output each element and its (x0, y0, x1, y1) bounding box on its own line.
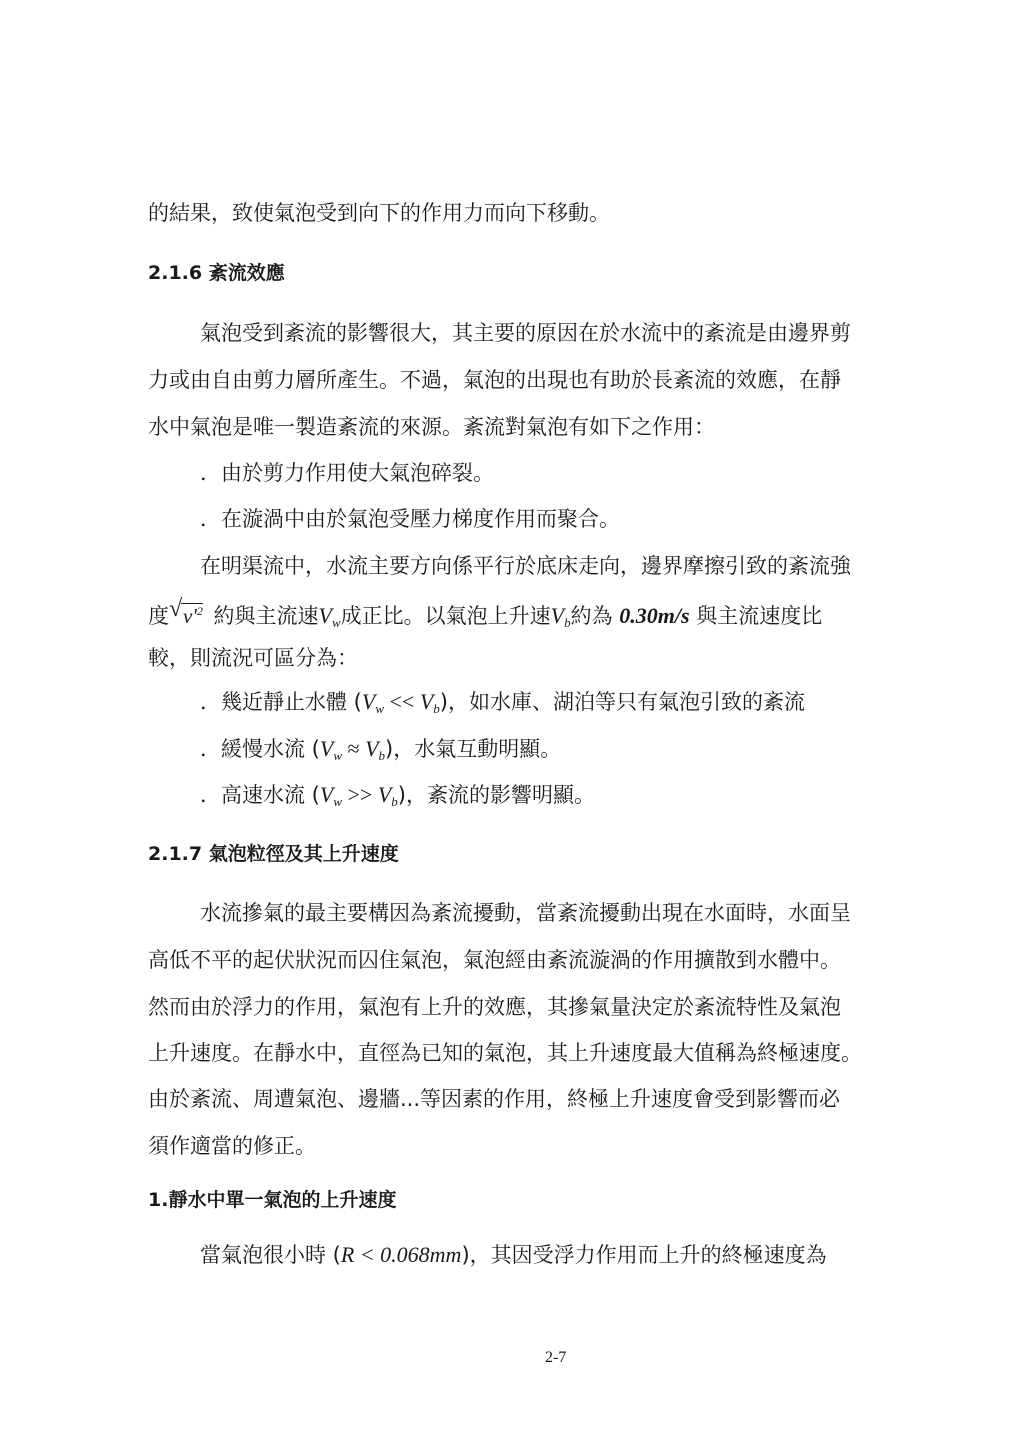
bullet-item (200, 734, 561, 771)
bullet-item (200, 780, 595, 817)
text-fragment: 與主流速度比 (689, 604, 823, 628)
section-heading-2-1-6: 2.1.6 紊流效應 (148, 262, 285, 284)
text-fragment: ．緩慢水流 ( (200, 737, 320, 761)
paragraph-line: 較，則流況可區分為： (148, 646, 358, 670)
sqrt-exponent: 2 (196, 604, 203, 618)
math-operator: << (384, 689, 420, 714)
math-var: V (377, 782, 392, 807)
math-operator: >> (342, 782, 378, 807)
math-subscript: w (331, 615, 341, 630)
section-heading-2-1-7: 2.1.7 氣泡粒徑及其上升速度 (148, 843, 399, 865)
text-fragment: )，其因受浮力作用而上升的終極速度為 (461, 1243, 827, 1267)
text-fragment: 當氣泡很小時 ( (200, 1243, 341, 1267)
text-fragment: 約為 (570, 604, 620, 628)
sqrt-variable: v' (183, 604, 197, 628)
subsection-heading: 1.靜水中單一氣泡的上升速度 (148, 1189, 397, 1211)
paragraph-line-with-math (148, 596, 822, 638)
math-var: V (365, 736, 379, 761)
math-subscript: b (564, 615, 571, 630)
text-fragment: ．幾近靜止水體 ( (200, 690, 362, 714)
text-fragment: 成正比。以氣泡上升速 (340, 604, 551, 628)
math-var: V (319, 736, 334, 761)
math-var: V (550, 603, 565, 628)
text-fragment: 約與主流速 (206, 604, 319, 628)
bullet-item: ．由於剪力作用使大氣泡碎裂。 (200, 461, 494, 485)
paragraph-line: 水流摻氣的最主要構因為紊流擾動，當紊流擾動出現在水面時，水面呈 (200, 901, 851, 925)
paragraph-line: 在明渠流中，水流主要方向係平行於底床走向，邊界摩擦引致的紊流強 (200, 554, 851, 578)
math-expression: R < 0.068mm (340, 1242, 462, 1267)
text-fragment: ．高速水流 ( (200, 783, 320, 807)
math-subscript: w (333, 794, 342, 809)
math-subscript: w (333, 748, 342, 763)
math-var: V (361, 689, 376, 714)
math-subscript: b (378, 748, 386, 763)
paragraph-line-with-math (200, 1240, 827, 1270)
sqrt-expression (169, 596, 203, 631)
bullet-item: ．在漩渦中由於氣泡受壓力梯度作用而聚合。 (200, 507, 620, 531)
paragraph-line: 上升速度。在靜水中，直徑為已知的氣泡，其上升速度最大值稱為終極速度。 (148, 1041, 862, 1065)
paragraph-line: 然而由於浮力的作用，氣泡有上升的效應，其摻氣量決定於紊流特性及氣泡 (148, 995, 841, 1019)
math-subscript: b (433, 701, 440, 716)
paragraph-line: 高低不平的起伏狀況而囚住氣泡，氣泡經由紊流漩渦的作用擴散到水體中。 (148, 948, 841, 972)
continued-text-line: 的結果，致使氣泡受到向下的作用力而向下移動。 (148, 201, 610, 225)
math-var: V (319, 782, 334, 807)
paragraph-line: 力或由自由剪力層所產生。不過，氣泡的出現也有助於長紊流的效應，在靜 (148, 368, 841, 392)
paragraph-line: 須作適當的修正。 (148, 1134, 316, 1158)
math-var: V (318, 603, 332, 628)
text-fragment: )，如水庫、湖泊等只有氣泡引致的紊流 (439, 690, 805, 714)
math-var: V (419, 689, 434, 714)
math-subscript: b (391, 794, 398, 809)
page-number: 2-7 (545, 1349, 567, 1366)
text-fragment: )，紊流的影響明顯。 (397, 783, 595, 807)
paragraph-line: 水中氣泡是唯一製造紊流的來源。紊流對氣泡有如下之作用： (148, 415, 715, 439)
text-fragment: )，水氣互動明顯。 (385, 737, 562, 761)
math-operator: ≈ (342, 736, 366, 761)
math-value: 0.30m/s (619, 603, 690, 628)
paragraph-line: 氣泡受到紊流的影響很大，其主要的原因在於水流中的紊流是由邊界剪 (200, 321, 851, 345)
text-fragment: 度 (148, 604, 169, 628)
bullet-item (200, 687, 805, 724)
radical-sign-icon: √ (169, 596, 183, 622)
paragraph-line: 由於紊流、周遭氣泡、邊牆...等因素的作用，終極上升速度會受到影響而必 (148, 1087, 841, 1111)
math-subscript: w (375, 701, 384, 716)
